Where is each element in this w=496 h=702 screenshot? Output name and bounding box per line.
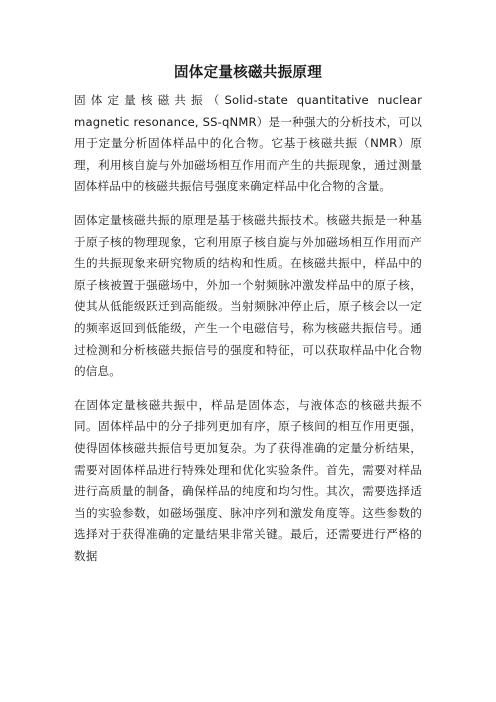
paragraph-principle: 固体定量核磁共振的原理是基于核磁共振技术。核磁共振是一种基于原子核的物理现象，它利用原子核自旋与外加磁场相互作用而产生的共振现象来研究物质的结构和性质。在核磁共振中，样品中的原子核被置于强磁场中，外加一个射频脉冲激发样品中的原子核，使其从低能级跃迁到高能级。当射频脉冲停止后，原子核会以一定的频率返回到低能级，产生一个电磁信号，称为核磁共振信号。通过检测和分析核磁共振信号的强度和特征，可以获取样品中化合物的信息。 [74, 212, 422, 379]
document-title: 固体定量核磁共振原理 [174, 65, 322, 81]
paragraph-solid-state: 在固体定量核磁共振中，样品是固体态，与液体态的核磁共振不同。固体样品中的分子排列更加有序，原子核间的相互作用更强，使得固体核磁共振信号更加复杂。为了获得准确的定量分析结果，需要对固体样品进行特殊处理和优化实验条件。首先，需要对样品进行高质量的制备，确保样品的纯度和均匀性。其次，需要选择适当的实验参数，如磁场强度、脉冲序列和激发角度等。这些参数的选择对于获得准确的定量结果非常关键。最后，还需要进行严格的数据 [74, 397, 422, 563]
paragraph-intro: 固体定量核磁共振（Solid-state quantitative nuclear magnetic resonance, SS-qNMR）是一种强大的分析技术，可以用于定量分析固体样品中的化合物。它基于核磁共振（NMR）原理，利用核自旋与外加磁场相互作用而产生的共振现象，通过测量固体样品中的核磁共振信号强度来确定样品中化合物的含量。 [74, 93, 422, 194]
